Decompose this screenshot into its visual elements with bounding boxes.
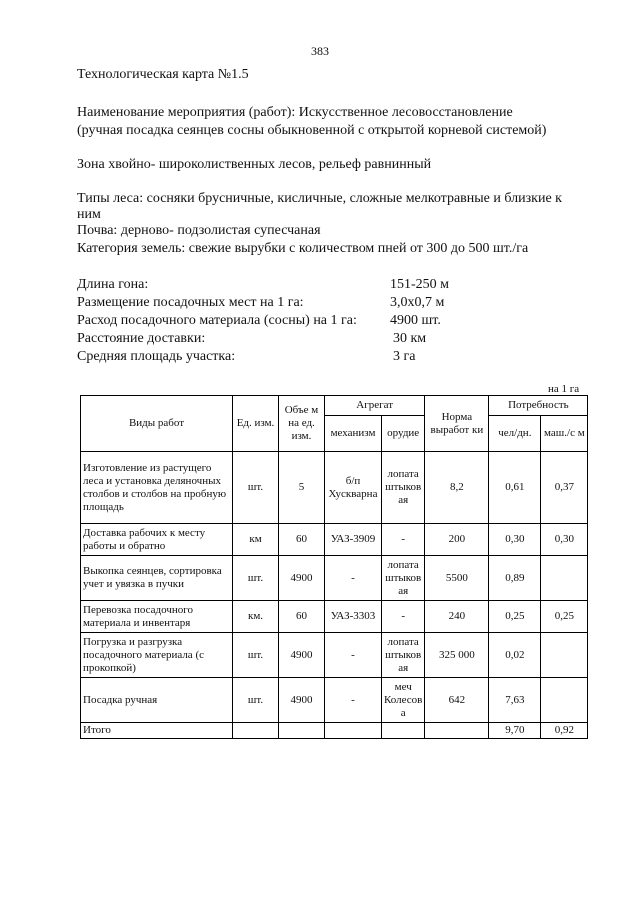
empty-cell (425, 723, 489, 739)
table-row (81, 556, 588, 601)
cell-unit: шт. (233, 633, 279, 678)
empty-cell (279, 723, 325, 739)
cell-volume: 5 (279, 452, 325, 524)
table-row (81, 601, 588, 633)
param-row (77, 294, 547, 312)
cell-work: Доставка рабочих к месту работы и обратно (81, 524, 233, 556)
land-category-line: Категория земель: свежие вырубки с количеством пней от 300 до 500 шт./га (77, 241, 529, 256)
cell-machine: 0,37 (541, 452, 588, 524)
cell-work: Погрузка и разгрузка посадочного материала (с прокопкой) (81, 633, 233, 678)
total-man-days: 9,70 (489, 723, 541, 739)
cell-tool: меч Колесов а (382, 678, 425, 723)
param-label: Длина гона: (77, 277, 149, 292)
total-machine: 0,92 (541, 723, 588, 739)
param-label: Размещение посадочных мест на 1 га: (77, 295, 304, 310)
cell-unit: км. (233, 601, 279, 633)
cell-volume: 60 (279, 524, 325, 556)
cell-machine: 0,25 (541, 601, 588, 633)
cell-tool: - (382, 601, 425, 633)
param-row (77, 330, 547, 348)
header-man-days: чел/дн. (489, 416, 541, 452)
cell-volume: 4900 (279, 633, 325, 678)
header-tool: орудие (382, 416, 425, 452)
param-value: 3 га (393, 349, 416, 364)
forest-types-line-1: Типы леса: сосняки брусничные, кисличные, сложные мелкотравные и близкие к (77, 191, 562, 206)
cell-norm: 5500 (425, 556, 489, 601)
param-row (77, 276, 547, 294)
cell-norm: 325 000 (425, 633, 489, 678)
soil-line: Почва: дерново- подзолистая супесчаная (77, 223, 321, 238)
cell-mechanism: - (325, 633, 382, 678)
parameters-list (77, 276, 547, 366)
header-machine: маш./с м (541, 416, 588, 452)
param-label: Расстояние доставки: (77, 331, 206, 346)
cell-man-days: 0,61 (489, 452, 541, 524)
table-row (81, 524, 588, 556)
cell-tool: лопата штыков ая (382, 633, 425, 678)
forest-types-line-2: ним (77, 207, 101, 222)
cell-unit: шт. (233, 452, 279, 524)
cell-tool: лопата штыков ая (382, 452, 425, 524)
param-label: Расход посадочного материала (сосны) на 1 га: (77, 313, 357, 328)
cell-volume: 4900 (279, 556, 325, 601)
cell-machine (541, 556, 588, 601)
cell-man-days: 7,63 (489, 678, 541, 723)
total-row (81, 723, 588, 739)
cell-volume: 60 (279, 601, 325, 633)
empty-cell (382, 723, 425, 739)
header-norm: Норма выработ ки (425, 396, 489, 452)
cell-norm: 642 (425, 678, 489, 723)
cell-work: Изготовление из растущего леса и установка деляночных столбов и столбов на пробную площадь (81, 452, 233, 524)
header-row (81, 396, 588, 416)
activity-line-2: (ручная посадка сеянцев сосны обыкновенной с открытой корневой системой) (77, 123, 547, 138)
param-row (77, 348, 547, 366)
total-label: Итого (81, 723, 233, 739)
table-row (81, 678, 588, 723)
header-unit: Ед. изм. (233, 396, 279, 452)
header-volume: Объе м на ед. изм. (279, 396, 325, 452)
empty-cell (325, 723, 382, 739)
cell-machine (541, 633, 588, 678)
cell-unit: шт. (233, 556, 279, 601)
cell-work: Перевозка посадочного материала и инвентаря (81, 601, 233, 633)
cell-man-days: 0,89 (489, 556, 541, 601)
unit-note: на 1 га (548, 383, 580, 395)
cell-norm: 8,2 (425, 452, 489, 524)
cell-mechanism: УАЗ-3909 (325, 524, 382, 556)
cell-mechanism: б/п Хускварна (325, 452, 382, 524)
works-table (80, 395, 588, 739)
cell-tool: лопата штыков ая (382, 556, 425, 601)
cell-tool: - (382, 524, 425, 556)
cell-work: Посадка ручная (81, 678, 233, 723)
cell-mechanism: - (325, 678, 382, 723)
param-value: 3,0х0,7 м (390, 295, 445, 310)
header-need: Потребность (489, 396, 588, 416)
empty-cell (233, 723, 279, 739)
page-number: 383 (311, 44, 329, 58)
cell-mechanism: УАЗ-3303 (325, 601, 382, 633)
cell-volume: 4900 (279, 678, 325, 723)
cell-work: Выкопка сеянцев, сортировка учет и увязка в пучки (81, 556, 233, 601)
cell-machine (541, 678, 588, 723)
table-row (81, 633, 588, 678)
cell-man-days: 0,25 (489, 601, 541, 633)
cell-unit: шт. (233, 678, 279, 723)
activity-line-1: Наименование мероприятия (работ): Искусственное лесовосстановление (77, 105, 513, 120)
zone-line: Зона хвойно- широколиственных лесов, рельеф равнинный (77, 157, 432, 172)
card-title: Технологическая карта №1.5 (77, 67, 249, 82)
cell-machine: 0,30 (541, 524, 588, 556)
header-work-types: Виды работ (81, 396, 233, 452)
cell-man-days: 0,02 (489, 633, 541, 678)
param-value: 4900 шт. (390, 313, 441, 328)
param-value: 151-250 м (390, 277, 450, 292)
param-row (77, 312, 547, 330)
param-value: 30 км (393, 331, 427, 346)
cell-mechanism: - (325, 556, 382, 601)
header-aggregate: Агрегат (325, 396, 425, 416)
header-mechanism: механизм (325, 416, 382, 452)
table-row (81, 452, 588, 524)
param-label: Средняя площадь участка: (77, 349, 236, 364)
cell-norm: 200 (425, 524, 489, 556)
cell-man-days: 0,30 (489, 524, 541, 556)
cell-norm: 240 (425, 601, 489, 633)
cell-unit: км (233, 524, 279, 556)
